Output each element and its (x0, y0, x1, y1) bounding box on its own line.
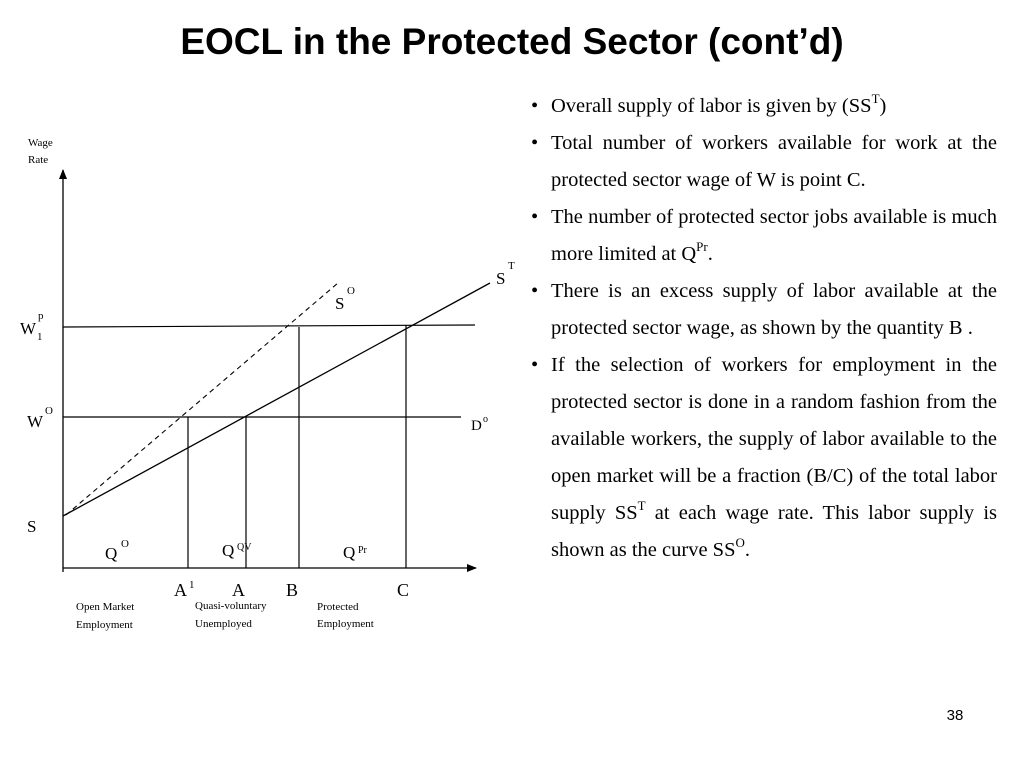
bullet-list (531, 88, 997, 569)
bullet-item: • There is an excess supply of labor available at the protected sector wage, as shown by the quantity B . (531, 273, 997, 347)
note-protected: Protected Employment (317, 601, 374, 630)
wage-wo-label: W (27, 412, 44, 431)
curve-do-sup: o (483, 414, 488, 425)
total-supply-curve (63, 283, 490, 516)
bullet-dot: • (531, 132, 539, 154)
wage-w1-sub: 1 (37, 331, 43, 343)
bullet-dot: • (531, 280, 539, 302)
wage-wo-sup: O (45, 405, 53, 417)
x-point-b-label: B (286, 580, 299, 600)
bullet-item: • The number of protected sector jobs available is much more limited at $Q^{Pr}$. (531, 199, 997, 273)
curve-do-label: D (471, 418, 482, 434)
x-point-a1-sup: 1 (189, 579, 195, 591)
x-point-c-label: C (397, 580, 410, 600)
curve-so-label: S (335, 294, 345, 313)
curve-so-sup: O (347, 285, 355, 297)
curve-st-label: S (496, 269, 506, 288)
origin-s-label: S (27, 517, 37, 536)
bullet-item: • Total number of workers available for work at the protected sector wage of W is point C. (531, 125, 997, 199)
q-quasi-sup: QV (237, 542, 252, 553)
bullet-item: • If the selection of workers for employment in the protected sector is done in a random fashion from the available workers, the supply of labor available to the open market will be a fraction (B/C) of the total labor supply $SS^T$ at each wage rate. This labor supply is shown as the curve $SS^O$. (531, 347, 997, 569)
q-open-label: Q (105, 544, 118, 563)
wage-w1-label: W (20, 319, 37, 338)
q-protected-sup: Pr (358, 545, 367, 556)
labor-market-diagram (0, 0, 520, 650)
bullet-dot: • (531, 206, 539, 228)
note-open-market: Open Market Employment (76, 601, 135, 631)
bullet-item: • Overall supply of labor is given by $(SS^T)$ (531, 88, 997, 125)
q-open-sup: O (121, 538, 129, 550)
wage-w1-sup: p (38, 310, 44, 322)
bullet-dot: • (531, 354, 539, 376)
curve-st-sup: T (508, 260, 515, 272)
note-quasi-voluntary: Quasi-voluntary Unemployed (195, 600, 267, 630)
page-number: 38 (946, 707, 964, 724)
x-point-a-label: A (232, 580, 245, 600)
y-axis-label: Wage Rate (28, 137, 53, 166)
x-point-a1-label: A (174, 580, 187, 600)
bullet-dot: • (531, 95, 539, 117)
q-quasi-label: Q (222, 541, 235, 560)
slide-title: EOCL in the Protected Sector (cont’d) (180, 21, 844, 62)
q-protected-label: Q (343, 543, 356, 562)
open-market-supply-curve (66, 283, 338, 515)
